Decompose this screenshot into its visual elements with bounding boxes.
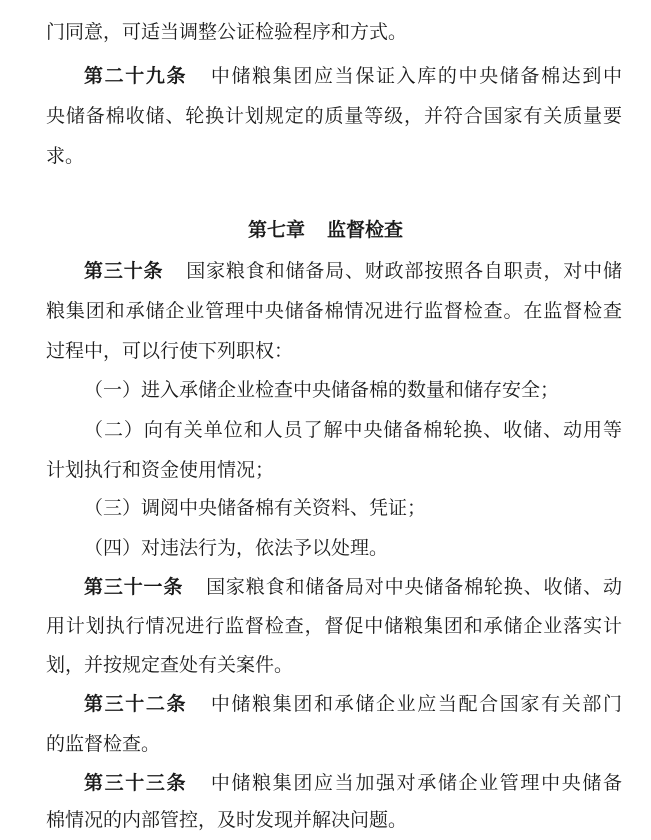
- text-line: 划，并按规定查处有关案件。: [46, 654, 294, 676]
- text-line: 用计划执行情况进行监督检查，督促中储粮集团和承储企业落实计: [46, 615, 622, 637]
- article-33-text: 中储粮集团应当加强对承储企业管理中央储备: [209, 772, 622, 794]
- article-32-label: 第三十二条: [84, 693, 188, 715]
- text-line: （二）向有关单位和人员了解中央储备棉轮换、收储、动用等: [84, 419, 622, 441]
- article-33-line-1: [84, 771, 622, 795]
- article-31-line-2: [46, 614, 622, 638]
- article-31-line-3: [46, 653, 622, 677]
- text-line: （四）对违法行为，依法予以处理。: [84, 537, 389, 559]
- article-32-line-1: [84, 692, 622, 716]
- article-33-label: 第三十三条: [84, 772, 188, 794]
- text-line: 粮集团和承储企业管理中央储备棉情况进行监督检查。在监督检查: [46, 300, 622, 322]
- chapter-number: 第七章: [247, 219, 305, 241]
- list-item-4: [84, 536, 622, 560]
- list-item-2-line-2: [46, 458, 622, 482]
- chapter-title: 监督检查: [327, 219, 404, 241]
- article-30-text: 国家粮食和储备局、财政部按照各自职责，对中储: [185, 260, 622, 282]
- article-29-line-3: [46, 144, 622, 168]
- chapter-heading: [0, 218, 651, 242]
- article-33-line-2: [46, 808, 622, 832]
- article-30-line-3: [46, 339, 622, 363]
- article-29-label: 第二十九条: [84, 65, 188, 87]
- article-30-line-1: [84, 259, 622, 283]
- article-30-line-2: [46, 299, 622, 323]
- article-29-line-1: [84, 64, 622, 88]
- text-line: 门同意，可适当调整公证检验程序和方式。: [46, 21, 408, 43]
- text-line: 的监督检查。: [46, 733, 161, 755]
- article-32-line-2: [46, 732, 622, 756]
- text-line: 过程中，可以行使下列职权：: [46, 340, 294, 362]
- article-32-text: 中储粮集团和承储企业应当配合国家有关部门: [209, 693, 622, 715]
- article-31-text: 国家粮食和储备局对中央储备棉轮换、收储、动: [205, 576, 622, 598]
- article-29-text: 中储粮集团应当保证入库的中央储备棉达到中: [209, 65, 622, 87]
- paragraph-continuation: [46, 20, 622, 44]
- list-item-3: [84, 496, 622, 520]
- text-line: （一）进入承储企业检查中央储备棉的数量和储存安全；: [84, 379, 560, 401]
- article-29-line-2: [46, 104, 622, 128]
- text-line: （三）调阅中央储备棉有关资料、凭证；: [84, 497, 427, 519]
- article-30-label: 第三十条: [84, 260, 164, 282]
- article-31-line-1: [84, 575, 622, 599]
- text-line: 央储备棉收储、轮换计划规定的质量等级，并符合国家有关质量要: [46, 105, 622, 127]
- text-line: 棉情况的内部管控，及时发现并解决问题。: [46, 809, 408, 831]
- list-item-2-line-1: [84, 418, 622, 442]
- article-31-label: 第三十一条: [84, 576, 184, 598]
- list-item-1: [84, 378, 622, 402]
- text-line: 计划执行和资金使用情况；: [46, 459, 275, 481]
- text-line: 求。: [46, 145, 85, 167]
